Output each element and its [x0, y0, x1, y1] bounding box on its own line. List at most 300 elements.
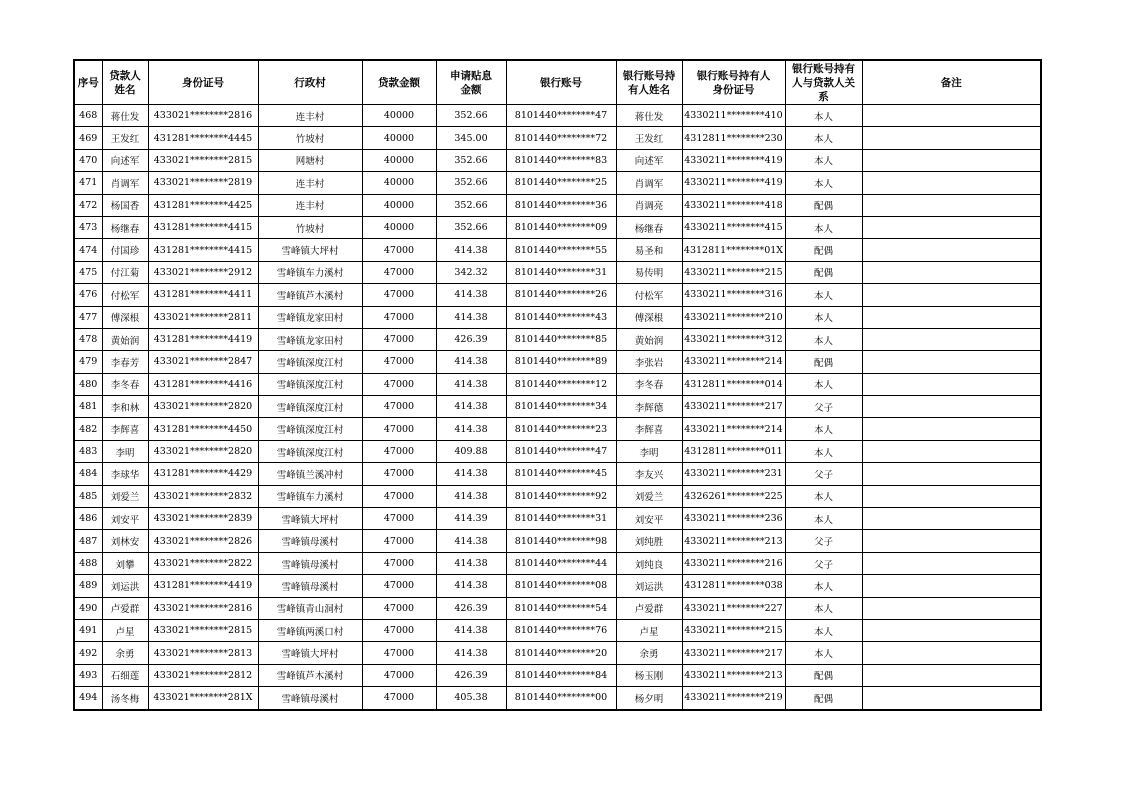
cell-subsidy: 414.38 — [436, 396, 506, 418]
cell-holder: 刘运洪 — [616, 575, 682, 597]
header-remark: 备注 — [862, 60, 1041, 105]
cell-amount: 40000 — [362, 105, 436, 127]
table-row — [74, 508, 1041, 530]
cell-name: 石细莲 — [102, 664, 148, 686]
cell-subsidy: 414.38 — [436, 619, 506, 641]
cell-account: 8101440********23 — [506, 418, 616, 440]
cell-holder: 李友兴 — [616, 463, 682, 485]
cell-holder-id: 4312811********011 — [682, 440, 785, 462]
cell-relation: 本人 — [785, 172, 862, 194]
cell-holder-id: 4330211********217 — [682, 396, 785, 418]
table-row — [74, 149, 1041, 171]
cell-account: 8101440********54 — [506, 597, 616, 619]
header-seq: 序号 — [74, 60, 102, 105]
cell-holder: 李明 — [616, 440, 682, 462]
cell-seq: 478 — [74, 328, 102, 350]
cell-remark — [862, 530, 1041, 552]
cell-account: 8101440********76 — [506, 619, 616, 641]
cell-name: 卢星 — [102, 619, 148, 641]
cell-account: 8101440********31 — [506, 508, 616, 530]
cell-holder-id: 4330211********236 — [682, 508, 785, 530]
cell-subsidy: 352.66 — [436, 105, 506, 127]
cell-holder-id: 4330211********231 — [682, 463, 785, 485]
cell-subsidy: 414.38 — [436, 463, 506, 485]
cell-subsidy: 414.38 — [436, 351, 506, 373]
cell-name: 刘运洪 — [102, 575, 148, 597]
cell-village: 雪峰镇大坪村 — [258, 239, 362, 261]
cell-id: 433021********2819 — [148, 172, 258, 194]
cell-holder-id: 4330211********312 — [682, 328, 785, 350]
cell-amount: 47000 — [362, 619, 436, 641]
cell-id: 433021********2811 — [148, 306, 258, 328]
loan-subsidy-table — [73, 59, 1042, 711]
cell-name: 付松军 — [102, 284, 148, 306]
cell-id: 433021********2826 — [148, 530, 258, 552]
cell-id: 433021********2820 — [148, 396, 258, 418]
cell-seq: 477 — [74, 306, 102, 328]
header-id: 身份证号 — [148, 60, 258, 105]
cell-name: 刘爱兰 — [102, 485, 148, 507]
cell-subsidy: 414.38 — [436, 284, 506, 306]
cell-relation: 本人 — [785, 149, 862, 171]
cell-amount: 47000 — [362, 463, 436, 485]
cell-account: 8101440********34 — [506, 396, 616, 418]
cell-relation: 本人 — [785, 485, 862, 507]
cell-village: 雪峰镇深度江村 — [258, 373, 362, 395]
cell-relation: 本人 — [785, 619, 862, 641]
cell-remark — [862, 396, 1041, 418]
cell-holder: 杨夕明 — [616, 687, 682, 710]
cell-remark — [862, 597, 1041, 619]
cell-amount: 47000 — [362, 508, 436, 530]
cell-amount: 47000 — [362, 239, 436, 261]
cell-village: 雪峰镇母溪村 — [258, 552, 362, 574]
cell-name: 刘攀 — [102, 552, 148, 574]
cell-amount: 47000 — [362, 664, 436, 686]
cell-remark — [862, 485, 1041, 507]
cell-name: 刘安平 — [102, 508, 148, 530]
cell-account: 8101440********09 — [506, 216, 616, 238]
cell-amount: 47000 — [362, 418, 436, 440]
cell-amount: 47000 — [362, 530, 436, 552]
cell-subsidy: 426.39 — [436, 597, 506, 619]
cell-relation: 父子 — [785, 463, 862, 485]
cell-holder: 付松军 — [616, 284, 682, 306]
table-row — [74, 575, 1041, 597]
cell-subsidy: 414.39 — [436, 508, 506, 530]
cell-id: 433021********2815 — [148, 619, 258, 641]
cell-remark — [862, 149, 1041, 171]
cell-holder-id: 4330211********219 — [682, 687, 785, 710]
cell-amount: 40000 — [362, 127, 436, 149]
cell-account: 8101440********55 — [506, 239, 616, 261]
cell-name: 王发红 — [102, 127, 148, 149]
cell-seq: 481 — [74, 396, 102, 418]
cell-holder-id: 4330211********213 — [682, 530, 785, 552]
cell-remark — [862, 642, 1041, 664]
cell-village: 雪峰镇大坪村 — [258, 642, 362, 664]
cell-seq: 472 — [74, 194, 102, 216]
table-row — [74, 597, 1041, 619]
cell-name: 李球华 — [102, 463, 148, 485]
cell-remark — [862, 351, 1041, 373]
cell-holder: 李辉喜 — [616, 418, 682, 440]
cell-relation: 配偶 — [785, 351, 862, 373]
cell-holder: 卢星 — [616, 619, 682, 641]
cell-holder-id: 4330211********214 — [682, 351, 785, 373]
header-village: 行政村 — [258, 60, 362, 105]
cell-seq: 469 — [74, 127, 102, 149]
cell-holder-id: 4312811********014 — [682, 373, 785, 395]
table-row — [74, 328, 1041, 350]
table-row — [74, 351, 1041, 373]
cell-relation: 本人 — [785, 328, 862, 350]
cell-village: 竹坡村 — [258, 127, 362, 149]
cell-amount: 40000 — [362, 194, 436, 216]
cell-remark — [862, 306, 1041, 328]
cell-holder: 向述军 — [616, 149, 682, 171]
cell-subsidy: 405.38 — [436, 687, 506, 710]
cell-village: 雪峰镇芦木溪村 — [258, 664, 362, 686]
cell-account: 8101440********92 — [506, 485, 616, 507]
cell-holder: 王发红 — [616, 127, 682, 149]
table-row — [74, 687, 1041, 710]
cell-id: 433021********2820 — [148, 440, 258, 462]
header-holder-id: 银行账号持有人身份证号 — [682, 60, 785, 105]
cell-holder: 肖调军 — [616, 172, 682, 194]
cell-holder-id: 4330211********210 — [682, 306, 785, 328]
table-row — [74, 284, 1041, 306]
cell-remark — [862, 216, 1041, 238]
table-row — [74, 261, 1041, 283]
cell-name: 李冬春 — [102, 373, 148, 395]
cell-relation: 本人 — [785, 642, 862, 664]
cell-name: 杨国香 — [102, 194, 148, 216]
cell-seq: 476 — [74, 284, 102, 306]
cell-relation: 本人 — [785, 373, 862, 395]
cell-name: 付国珍 — [102, 239, 148, 261]
cell-relation: 本人 — [785, 440, 862, 462]
cell-village: 连丰村 — [258, 194, 362, 216]
cell-holder: 肖调亮 — [616, 194, 682, 216]
table-row — [74, 485, 1041, 507]
cell-holder-id: 4330211********215 — [682, 261, 785, 283]
cell-id: 433021********2813 — [148, 642, 258, 664]
cell-village: 竹坡村 — [258, 216, 362, 238]
cell-seq: 483 — [74, 440, 102, 462]
cell-id: 431281********4415 — [148, 239, 258, 261]
cell-relation: 本人 — [785, 105, 862, 127]
cell-subsidy: 414.38 — [436, 575, 506, 597]
table-header — [74, 60, 1041, 105]
cell-amount: 47000 — [362, 575, 436, 597]
cell-holder: 黄始润 — [616, 328, 682, 350]
cell-amount: 47000 — [362, 485, 436, 507]
cell-relation: 本人 — [785, 127, 862, 149]
cell-village: 连丰村 — [258, 105, 362, 127]
cell-id: 431281********4416 — [148, 373, 258, 395]
cell-id: 431281********4415 — [148, 216, 258, 238]
header-relation: 银行账号持有人与贷款人关系 — [785, 60, 862, 105]
cell-id: 433021********2847 — [148, 351, 258, 373]
cell-holder-id: 4312811********038 — [682, 575, 785, 597]
cell-relation: 配偶 — [785, 194, 862, 216]
cell-account: 8101440********98 — [506, 530, 616, 552]
cell-holder-id: 4330211********227 — [682, 597, 785, 619]
table-row — [74, 306, 1041, 328]
cell-account: 8101440********36 — [506, 194, 616, 216]
cell-name: 李和林 — [102, 396, 148, 418]
cell-seq: 485 — [74, 485, 102, 507]
cell-account: 8101440********47 — [506, 440, 616, 462]
cell-subsidy: 409.88 — [436, 440, 506, 462]
cell-seq: 473 — [74, 216, 102, 238]
cell-remark — [862, 619, 1041, 641]
cell-amount: 47000 — [362, 328, 436, 350]
table-row — [74, 396, 1041, 418]
header-subsidy: 申请贴息金额 — [436, 60, 506, 105]
cell-relation: 配偶 — [785, 239, 862, 261]
table-row — [74, 552, 1041, 574]
cell-remark — [862, 172, 1041, 194]
cell-holder-id: 4330211********410 — [682, 105, 785, 127]
cell-amount: 47000 — [362, 261, 436, 283]
cell-account: 8101440********83 — [506, 149, 616, 171]
cell-holder: 余勇 — [616, 642, 682, 664]
table-body — [74, 105, 1041, 710]
cell-id: 433021********2812 — [148, 664, 258, 686]
cell-id: 433021********2816 — [148, 105, 258, 127]
cell-account: 8101440********84 — [506, 664, 616, 686]
cell-name: 杨继春 — [102, 216, 148, 238]
cell-id: 433021********2816 — [148, 597, 258, 619]
cell-remark — [862, 261, 1041, 283]
table-row — [74, 619, 1041, 641]
cell-account: 8101440********44 — [506, 552, 616, 574]
cell-remark — [862, 687, 1041, 710]
cell-id: 433021********2832 — [148, 485, 258, 507]
cell-remark — [862, 508, 1041, 530]
cell-holder-id: 4330211********415 — [682, 216, 785, 238]
cell-subsidy: 414.38 — [436, 485, 506, 507]
cell-remark — [862, 552, 1041, 574]
cell-id: 431281********4425 — [148, 194, 258, 216]
header-holder: 银行账号持有人姓名 — [616, 60, 682, 105]
cell-village: 雪峰镇母溪村 — [258, 530, 362, 552]
table-row — [74, 127, 1041, 149]
cell-subsidy: 426.39 — [436, 328, 506, 350]
cell-seq: 494 — [74, 687, 102, 710]
cell-remark — [862, 664, 1041, 686]
cell-seq: 479 — [74, 351, 102, 373]
cell-village: 连丰村 — [258, 172, 362, 194]
cell-holder-id: 4312811********230 — [682, 127, 785, 149]
cell-village: 雪峰镇深度江村 — [258, 440, 362, 462]
cell-village: 雪峰镇母溪村 — [258, 575, 362, 597]
cell-relation: 本人 — [785, 306, 862, 328]
cell-village: 雪峰镇深度江村 — [258, 418, 362, 440]
cell-village: 雪峰镇龙家田村 — [258, 306, 362, 328]
cell-relation: 本人 — [785, 508, 862, 530]
cell-holder: 刘纯良 — [616, 552, 682, 574]
cell-account: 8101440********25 — [506, 172, 616, 194]
cell-id: 431281********4419 — [148, 575, 258, 597]
cell-remark — [862, 284, 1041, 306]
cell-relation: 父子 — [785, 530, 862, 552]
cell-holder-id: 4312811********01X — [682, 239, 785, 261]
cell-relation: 配偶 — [785, 687, 862, 710]
cell-account: 8101440********20 — [506, 642, 616, 664]
table-row — [74, 463, 1041, 485]
cell-amount: 47000 — [362, 306, 436, 328]
cell-village: 雪峰镇兰溪冲村 — [258, 463, 362, 485]
cell-holder: 傅深根 — [616, 306, 682, 328]
cell-id: 433021********281X — [148, 687, 258, 710]
cell-relation: 本人 — [785, 575, 862, 597]
cell-holder-id: 4326261********225 — [682, 485, 785, 507]
cell-account: 8101440********31 — [506, 261, 616, 283]
cell-seq: 486 — [74, 508, 102, 530]
table-row — [74, 172, 1041, 194]
cell-name: 傅深根 — [102, 306, 148, 328]
cell-amount: 47000 — [362, 373, 436, 395]
cell-remark — [862, 194, 1041, 216]
cell-seq: 470 — [74, 149, 102, 171]
cell-holder-id: 4330211********316 — [682, 284, 785, 306]
cell-seq: 490 — [74, 597, 102, 619]
cell-name: 李辉喜 — [102, 418, 148, 440]
cell-village: 雪峰镇车力溪村 — [258, 485, 362, 507]
cell-name: 向述军 — [102, 149, 148, 171]
cell-seq: 492 — [74, 642, 102, 664]
cell-name: 李明 — [102, 440, 148, 462]
cell-relation: 配偶 — [785, 261, 862, 283]
cell-name: 刘林安 — [102, 530, 148, 552]
cell-seq: 468 — [74, 105, 102, 127]
cell-amount: 47000 — [362, 552, 436, 574]
cell-subsidy: 352.66 — [436, 149, 506, 171]
cell-amount: 47000 — [362, 396, 436, 418]
cell-village: 雪峰镇两溪口村 — [258, 619, 362, 641]
table-row — [74, 239, 1041, 261]
cell-seq: 493 — [74, 664, 102, 686]
cell-subsidy: 414.38 — [436, 552, 506, 574]
cell-subsidy: 352.66 — [436, 194, 506, 216]
cell-amount: 47000 — [362, 597, 436, 619]
cell-holder: 李辉德 — [616, 396, 682, 418]
cell-subsidy: 352.66 — [436, 172, 506, 194]
cell-subsidy: 414.38 — [436, 418, 506, 440]
table-row — [74, 642, 1041, 664]
cell-holder-id: 4330211********419 — [682, 149, 785, 171]
cell-id: 433021********2822 — [148, 552, 258, 574]
header-name: 贷款人姓名 — [102, 60, 148, 105]
cell-village: 网塘村 — [258, 149, 362, 171]
cell-relation: 父子 — [785, 396, 862, 418]
cell-village: 雪峰镇车力溪村 — [258, 261, 362, 283]
cell-remark — [862, 127, 1041, 149]
cell-relation: 本人 — [785, 597, 862, 619]
cell-name: 黄始润 — [102, 328, 148, 350]
table-row — [74, 440, 1041, 462]
cell-name: 卢爱群 — [102, 597, 148, 619]
cell-amount: 40000 — [362, 216, 436, 238]
cell-seq: 491 — [74, 619, 102, 641]
cell-seq: 480 — [74, 373, 102, 395]
cell-account: 8101440********72 — [506, 127, 616, 149]
cell-seq: 482 — [74, 418, 102, 440]
cell-account: 8101440********26 — [506, 284, 616, 306]
cell-subsidy: 426.39 — [436, 664, 506, 686]
cell-relation: 父子 — [785, 552, 862, 574]
table-row — [74, 373, 1041, 395]
cell-amount: 47000 — [362, 642, 436, 664]
cell-holder: 刘爱兰 — [616, 485, 682, 507]
cell-remark — [862, 328, 1041, 350]
cell-holder: 李冬春 — [616, 373, 682, 395]
cell-relation: 配偶 — [785, 664, 862, 686]
cell-seq: 475 — [74, 261, 102, 283]
cell-remark — [862, 373, 1041, 395]
cell-id: 433021********2839 — [148, 508, 258, 530]
cell-subsidy: 352.66 — [436, 216, 506, 238]
cell-village: 雪峰镇青山洞村 — [258, 597, 362, 619]
table-row — [74, 194, 1041, 216]
cell-holder-id: 4330211********217 — [682, 642, 785, 664]
cell-holder-id: 4330211********418 — [682, 194, 785, 216]
cell-amount: 47000 — [362, 687, 436, 710]
cell-account: 8101440********47 — [506, 105, 616, 127]
cell-remark — [862, 463, 1041, 485]
cell-subsidy: 414.38 — [436, 642, 506, 664]
header-amount: 贷款金额 — [362, 60, 436, 105]
table-row — [74, 216, 1041, 238]
cell-remark — [862, 105, 1041, 127]
cell-relation: 本人 — [785, 418, 862, 440]
cell-holder: 易圣和 — [616, 239, 682, 261]
cell-holder-id: 4330211********215 — [682, 619, 785, 641]
cell-holder: 蒋仕发 — [616, 105, 682, 127]
cell-village: 雪峰镇深度江村 — [258, 396, 362, 418]
cell-amount: 40000 — [362, 149, 436, 171]
cell-name: 李春芳 — [102, 351, 148, 373]
cell-amount: 40000 — [362, 172, 436, 194]
cell-subsidy: 414.38 — [436, 306, 506, 328]
cell-name: 余勇 — [102, 642, 148, 664]
cell-holder: 刘纯胜 — [616, 530, 682, 552]
cell-amount: 47000 — [362, 284, 436, 306]
cell-holder: 杨玉刚 — [616, 664, 682, 686]
cell-subsidy: 342.32 — [436, 261, 506, 283]
cell-holder: 易传明 — [616, 261, 682, 283]
cell-seq: 489 — [74, 575, 102, 597]
cell-holder: 刘安平 — [616, 508, 682, 530]
cell-name: 蒋仕发 — [102, 105, 148, 127]
cell-id: 433021********2815 — [148, 149, 258, 171]
cell-account: 8101440********85 — [506, 328, 616, 350]
cell-seq: 484 — [74, 463, 102, 485]
header-account: 银行账号 — [506, 60, 616, 105]
cell-holder: 卢爱群 — [616, 597, 682, 619]
cell-seq: 488 — [74, 552, 102, 574]
cell-seq: 487 — [74, 530, 102, 552]
cell-remark — [862, 239, 1041, 261]
cell-relation: 本人 — [785, 284, 862, 306]
table-row — [74, 530, 1041, 552]
cell-holder-id: 4330211********216 — [682, 552, 785, 574]
cell-village: 雪峰镇母溪村 — [258, 687, 362, 710]
cell-amount: 47000 — [362, 351, 436, 373]
